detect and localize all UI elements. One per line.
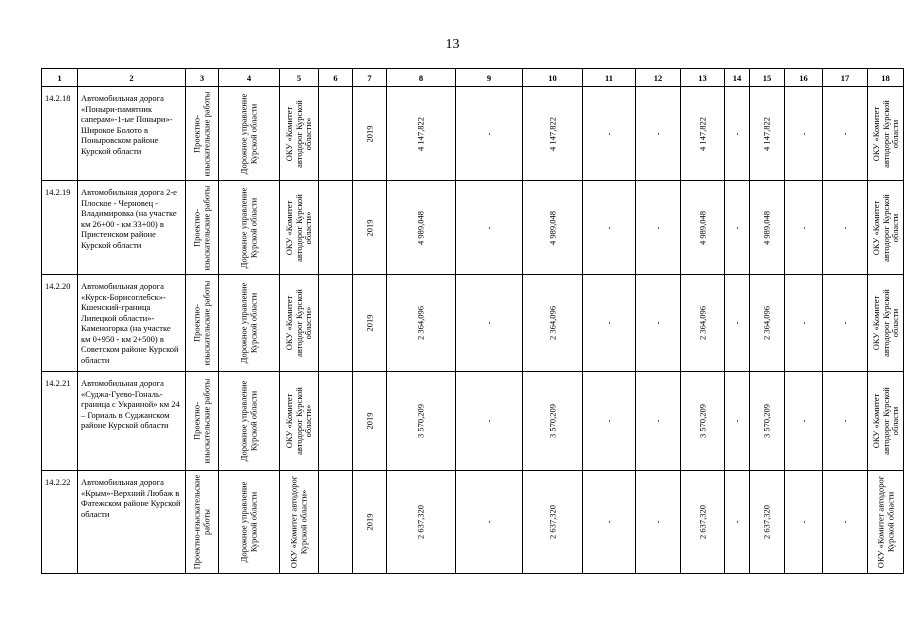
col10-cell bbox=[523, 471, 583, 574]
col9-cell bbox=[456, 471, 523, 574]
col14-cell bbox=[725, 372, 750, 471]
total-text: 4 989,048 bbox=[415, 210, 426, 245]
col11-cell bbox=[583, 275, 636, 372]
column-header: 7 bbox=[353, 69, 387, 87]
col13-text: 2 637,320 bbox=[696, 505, 707, 539]
col16-cell bbox=[785, 87, 823, 181]
col6-cell bbox=[319, 275, 353, 372]
table-row bbox=[42, 275, 904, 372]
year-text: 2019 bbox=[363, 125, 374, 142]
road-name: Автомобильная дорога «Крым»-Верхний Любаж в Фатежском районе Курской области bbox=[78, 471, 186, 574]
column-header: 17 bbox=[823, 69, 868, 87]
work-type-cell bbox=[186, 372, 219, 471]
col12-cell bbox=[636, 372, 681, 471]
col14-cell bbox=[725, 181, 750, 275]
table-row bbox=[42, 471, 904, 574]
column-header: 2 bbox=[78, 69, 186, 87]
col13-text: 3 570,209 bbox=[696, 404, 707, 438]
col14-cell bbox=[725, 275, 750, 372]
executor-cell bbox=[219, 372, 280, 471]
col15-text: 4 147,822 bbox=[761, 116, 772, 151]
customer-cell bbox=[280, 275, 319, 372]
col9-text: - bbox=[483, 226, 494, 229]
col10-cell bbox=[523, 181, 583, 275]
executor-cell bbox=[219, 275, 280, 372]
col16-cell bbox=[785, 471, 823, 574]
col17-text: - bbox=[839, 321, 850, 325]
col11-text: - bbox=[603, 520, 614, 524]
col10-text: 2 364,096 bbox=[546, 306, 557, 340]
road-name: Автомобильная дорога 2-е Плоское - Черновец - Владимировка (на участке км 26+00 - км 33+00) в Пристенском районе Курской области bbox=[78, 181, 186, 275]
col15-cell bbox=[750, 275, 785, 372]
year-cell bbox=[353, 275, 387, 372]
header-row bbox=[42, 69, 904, 87]
col13-cell bbox=[681, 87, 725, 181]
total-cell bbox=[387, 181, 456, 275]
executor-text: Дорожное управление Курской области bbox=[238, 93, 258, 174]
col11-text: - bbox=[603, 226, 614, 229]
column-header: 6 bbox=[319, 69, 353, 87]
column-header: 4 bbox=[219, 69, 280, 87]
col9-text: - bbox=[483, 520, 494, 524]
page-number: 13 bbox=[445, 37, 460, 52]
customer-text: ОКУ «Комитет автодорог Курской области» bbox=[283, 289, 313, 357]
col14-text: - bbox=[731, 132, 742, 135]
col10-text: 3 570,209 bbox=[546, 404, 557, 438]
col17-text: - bbox=[839, 520, 850, 524]
road-name: Автомобильная дорога «Суджа-Гуево-Гональ-граница с Украиной» км 24 – Гориаль в Суджанском районе Курской области bbox=[78, 372, 186, 471]
col14-text: - bbox=[731, 226, 742, 229]
total-cell bbox=[387, 471, 456, 574]
col16-cell bbox=[785, 372, 823, 471]
col10-cell bbox=[523, 275, 583, 372]
year-text: 2019 bbox=[363, 412, 374, 430]
responsible-text: ОКУ «Комитет автодорог Курской области bbox=[870, 99, 900, 168]
col6-cell bbox=[319, 372, 353, 471]
table-row bbox=[42, 181, 904, 275]
row-number: 14.2.21 bbox=[42, 372, 78, 471]
col11-cell bbox=[583, 181, 636, 275]
responsible-cell bbox=[868, 372, 904, 471]
work-type-text: Проектно-изыскательские работы bbox=[191, 280, 211, 366]
customer-cell bbox=[280, 372, 319, 471]
road-name: Автомобильная дорога «Поныри-памятник саперам»-1-ые Поныри»-Широкое Болото в Поныровском районе Курской области bbox=[78, 87, 186, 181]
col6-cell bbox=[319, 87, 353, 181]
responsible-cell bbox=[868, 181, 904, 275]
responsible-text: ОКУ «Комитет автодорог Курской области bbox=[870, 193, 900, 262]
executor-text: Дорожное управление Курской области bbox=[238, 380, 258, 462]
col16-text: - bbox=[797, 132, 808, 135]
col17-cell bbox=[823, 181, 868, 275]
col16-cell bbox=[785, 275, 823, 372]
column-header: 11 bbox=[583, 69, 636, 87]
executor-text: Дорожное управление Курской области bbox=[238, 282, 258, 364]
col9-cell bbox=[456, 275, 523, 372]
column-header: 10 bbox=[523, 69, 583, 87]
year-text: 2019 bbox=[363, 513, 374, 531]
col13-cell bbox=[681, 181, 725, 275]
responsible-cell bbox=[868, 275, 904, 372]
col14-text: - bbox=[731, 419, 742, 423]
work-type-text: Проектно-изыскательские работы bbox=[191, 91, 211, 176]
col12-cell bbox=[636, 471, 681, 574]
col17-text: - bbox=[839, 419, 850, 423]
col17-text: - bbox=[839, 226, 850, 229]
column-header: 9 bbox=[456, 69, 523, 87]
col12-text: - bbox=[652, 132, 663, 135]
work-type-text: Проектно-изыскательские работы bbox=[191, 378, 211, 464]
document-table bbox=[41, 68, 904, 574]
col13-text: 4 147,822 bbox=[696, 116, 707, 151]
road-name: Автомобильная дорога «Курск-Борисоглебск»-Кшенский-граница Липецкой области»-Каменогорка (на участке км 0+950 - км 2+500) в Советском районе Курской области bbox=[78, 275, 186, 372]
col16-text: - bbox=[797, 419, 808, 423]
col14-text: - bbox=[731, 520, 742, 524]
work-type-text: Проектно-изыскательские работы bbox=[191, 185, 211, 270]
customer-text: ОКУ «Комитет автодорог Курской области» bbox=[283, 193, 313, 262]
col15-cell bbox=[750, 87, 785, 181]
work-type-cell bbox=[186, 275, 219, 372]
total-cell bbox=[387, 275, 456, 372]
col10-cell bbox=[523, 87, 583, 181]
total-text: 2 637,320 bbox=[415, 505, 426, 539]
year-cell bbox=[353, 181, 387, 275]
responsible-cell bbox=[868, 471, 904, 574]
responsible-text: ОКУ «Комитет автодорог Курской области bbox=[870, 387, 900, 455]
column-header: 16 bbox=[785, 69, 823, 87]
year-text: 2019 bbox=[363, 219, 374, 236]
col13-cell bbox=[681, 275, 725, 372]
executor-cell bbox=[219, 181, 280, 275]
responsible-text: ОКУ «Комитет автодорог Курской области bbox=[875, 475, 895, 569]
row-number: 14.2.22 bbox=[42, 471, 78, 574]
work-type-text: Проектно-изыскательские работы bbox=[191, 474, 211, 570]
col16-text: - bbox=[797, 321, 808, 325]
total-text: 4 147,822 bbox=[415, 116, 426, 151]
col17-cell bbox=[823, 372, 868, 471]
row-number: 14.2.19 bbox=[42, 181, 78, 275]
col15-cell bbox=[750, 372, 785, 471]
col17-cell bbox=[823, 471, 868, 574]
row-number: 14.2.20 bbox=[42, 275, 78, 372]
col15-text: 2 364,096 bbox=[761, 306, 772, 340]
col16-text: - bbox=[797, 226, 808, 229]
col12-cell bbox=[636, 181, 681, 275]
column-header: 13 bbox=[681, 69, 725, 87]
col9-text: - bbox=[483, 419, 494, 423]
year-cell bbox=[353, 87, 387, 181]
col17-cell bbox=[823, 275, 868, 372]
col15-text: 3 570,209 bbox=[761, 404, 772, 438]
col9-cell bbox=[456, 181, 523, 275]
col16-text: - bbox=[797, 520, 808, 524]
col11-text: - bbox=[603, 132, 614, 135]
year-cell bbox=[353, 471, 387, 574]
col11-cell bbox=[583, 87, 636, 181]
col14-cell bbox=[725, 87, 750, 181]
total-text: 3 570,209 bbox=[415, 404, 426, 438]
col14-text: - bbox=[731, 321, 742, 325]
col9-cell bbox=[456, 87, 523, 181]
col10-text: 2 637,320 bbox=[546, 505, 557, 539]
col13-cell bbox=[681, 372, 725, 471]
col9-cell bbox=[456, 372, 523, 471]
customer-text: ОКУ «Комитет автодорог Курской области» bbox=[283, 99, 313, 168]
col12-text: - bbox=[652, 419, 663, 423]
total-cell bbox=[387, 87, 456, 181]
col6-cell bbox=[319, 181, 353, 275]
executor-text: Дорожное управление Курской области bbox=[238, 187, 258, 268]
customer-cell bbox=[280, 471, 319, 574]
col13-text: 2 364,096 bbox=[696, 306, 707, 340]
table-row bbox=[42, 372, 904, 471]
col17-cell bbox=[823, 87, 868, 181]
row-number: 14.2.18 bbox=[42, 87, 78, 181]
executor-text: Дорожное управление Курской области bbox=[238, 481, 258, 563]
total-text: 2 364,096 bbox=[415, 306, 426, 340]
customer-cell bbox=[280, 181, 319, 275]
col17-text: - bbox=[839, 132, 850, 135]
column-header: 1 bbox=[42, 69, 78, 87]
col10-text: 4 989,048 bbox=[546, 210, 557, 245]
col13-cell bbox=[681, 471, 725, 574]
col14-cell bbox=[725, 471, 750, 574]
year-text: 2019 bbox=[363, 314, 374, 332]
executor-cell bbox=[219, 87, 280, 181]
customer-cell bbox=[280, 87, 319, 181]
col9-text: - bbox=[483, 132, 494, 135]
col6-cell bbox=[319, 471, 353, 574]
customer-text: ОКУ «Комитет автодорог Курской области» bbox=[283, 387, 313, 455]
col11-text: - bbox=[603, 419, 614, 423]
column-header: 5 bbox=[280, 69, 319, 87]
col11-text: - bbox=[603, 321, 614, 325]
col12-cell bbox=[636, 87, 681, 181]
customer-text: ОКУ «Комитет автодорог Курской области» bbox=[288, 475, 308, 569]
col15-text: 4 989,048 bbox=[761, 210, 772, 245]
col10-cell bbox=[523, 372, 583, 471]
col10-text: 4 147,822 bbox=[546, 116, 557, 151]
col12-text: - bbox=[652, 520, 663, 524]
column-header: 12 bbox=[636, 69, 681, 87]
col15-cell bbox=[750, 471, 785, 574]
col9-text: - bbox=[483, 321, 494, 325]
column-header: 18 bbox=[868, 69, 904, 87]
column-header: 3 bbox=[186, 69, 219, 87]
work-type-cell bbox=[186, 471, 219, 574]
col12-text: - bbox=[652, 321, 663, 325]
col12-text: - bbox=[652, 226, 663, 229]
col12-cell bbox=[636, 275, 681, 372]
col15-text: 2 637,320 bbox=[761, 505, 772, 539]
responsible-cell bbox=[868, 87, 904, 181]
col11-cell bbox=[583, 471, 636, 574]
column-header: 8 bbox=[387, 69, 456, 87]
year-cell bbox=[353, 372, 387, 471]
col16-cell bbox=[785, 181, 823, 275]
col13-text: 4 989,048 bbox=[696, 210, 707, 245]
total-cell bbox=[387, 372, 456, 471]
work-type-cell bbox=[186, 87, 219, 181]
work-type-cell bbox=[186, 181, 219, 275]
col11-cell bbox=[583, 372, 636, 471]
column-header: 15 bbox=[750, 69, 785, 87]
table-row bbox=[42, 87, 904, 181]
executor-cell bbox=[219, 471, 280, 574]
column-header: 14 bbox=[725, 69, 750, 87]
responsible-text: ОКУ «Комитет автодорог Курской области bbox=[870, 289, 900, 357]
col15-cell bbox=[750, 181, 785, 275]
